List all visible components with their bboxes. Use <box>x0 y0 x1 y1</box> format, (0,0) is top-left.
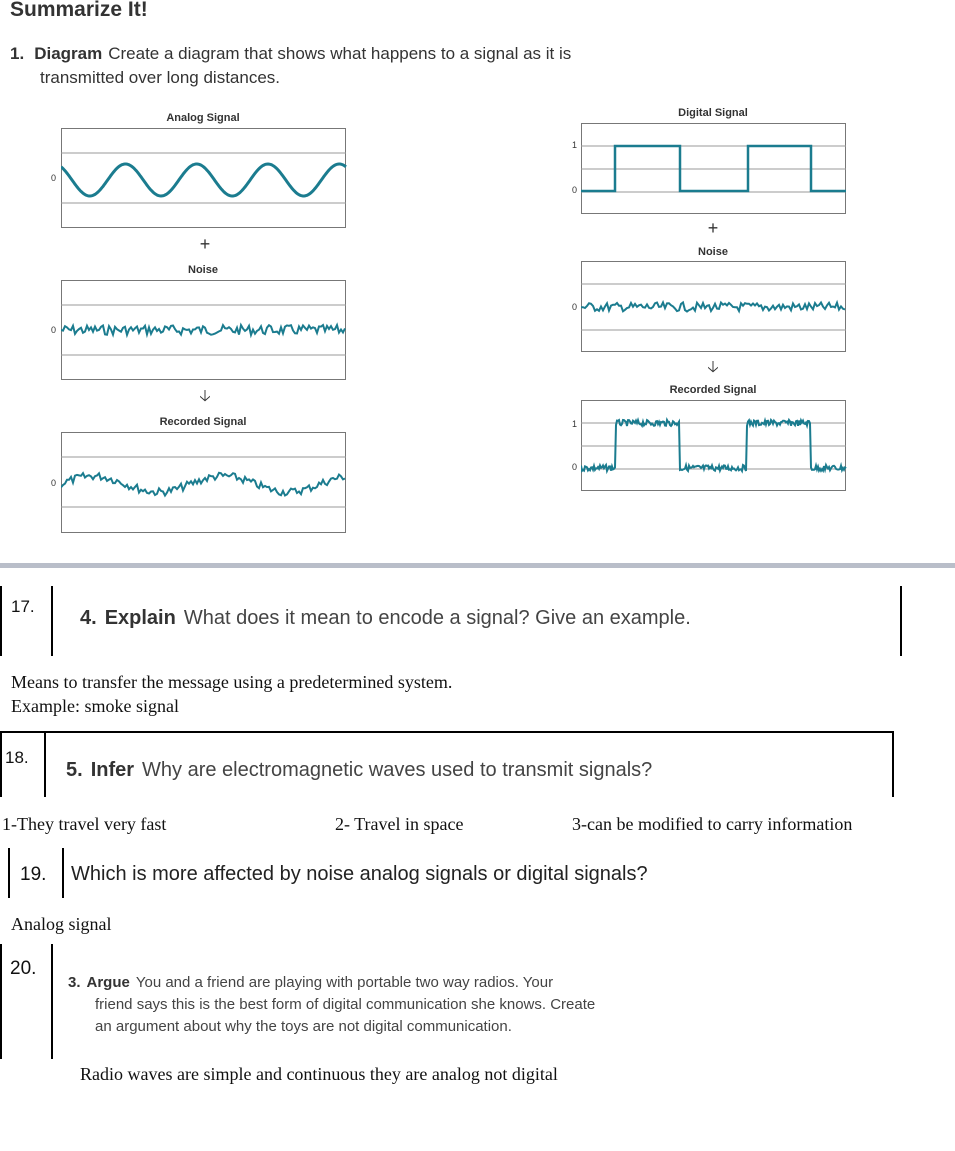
section-divider <box>0 563 955 568</box>
q20-keyword: Argue <box>86 974 130 991</box>
question-1-keyword: Diagram <box>34 44 103 63</box>
analog-plus-symbol: + <box>199 234 211 254</box>
analog-signal-title: Analog Signal <box>166 112 240 124</box>
q17-question <box>80 607 691 630</box>
q18-number: 18. <box>5 748 29 767</box>
q20-number-divider <box>51 944 53 1059</box>
q18-number-divider <box>44 731 46 797</box>
q17-left-border <box>0 586 2 656</box>
digital-signal-panel <box>581 123 847 215</box>
analog-noise-panel <box>61 280 347 381</box>
analog-recorded-label: Recorded Signal <box>159 416 247 428</box>
q18-keyword: Infer <box>90 759 135 781</box>
q17-answer-line1: Means to transfer the message using a predetermined system. <box>11 672 453 692</box>
page-title: Summarize It! <box>10 0 148 21</box>
q18-item-number: 5. <box>66 759 83 781</box>
q17-item-number: 4. <box>80 607 97 629</box>
q18-top-border <box>0 731 893 733</box>
digital-signal-title: Digital Signal <box>678 107 748 119</box>
digital-zero-tick: 0 <box>572 185 578 195</box>
q20-item-number: 3. <box>68 974 81 991</box>
q18-answer-part2: 2- Travel in space <box>335 814 464 834</box>
analog-recorded-panel <box>61 432 347 534</box>
question-1-number: 1. <box>10 44 25 63</box>
q20-text-line1: You and a friend are playing with portable two way radios. Your <box>135 974 554 991</box>
q20-left-border <box>0 944 2 1059</box>
q18-right-border <box>892 731 894 797</box>
q20-answer: Radio waves are simple and continuous they are analog not digital <box>80 1064 558 1084</box>
question-1-text-line1: Create a diagram that shows what happens to a signal as it is <box>108 44 572 63</box>
q17-keyword: Explain <box>104 607 176 629</box>
digital-recorded-panel <box>581 400 847 492</box>
q19-question: Which is more affected by noise analog signals or digital signals? <box>71 863 648 885</box>
digital-recorded-zero-tick: 0 <box>572 462 578 472</box>
question-1 <box>10 42 571 90</box>
digital-noise-zero-tick: 0 <box>572 302 578 312</box>
digital-plus-symbol: + <box>707 218 719 238</box>
digital-one-tick: 1 <box>572 140 578 150</box>
q20-question <box>68 972 595 1038</box>
q17-number-divider <box>51 586 53 656</box>
analog-noise-label: Noise <box>188 264 218 276</box>
q19-number-divider <box>62 848 64 898</box>
digital-noise-panel <box>581 261 847 353</box>
q20-text-line3: an argument about why the toys are not digital communication. <box>95 1018 512 1035</box>
q18-question <box>66 759 652 782</box>
digital-recorded-one-tick: 1 <box>572 419 578 429</box>
analog-recorded-zero-tick: 0 <box>51 478 57 488</box>
q18-left-border <box>0 731 2 797</box>
q17-number: 17. <box>11 597 35 616</box>
digital-noise-label: Noise <box>698 246 728 258</box>
analog-signal-panel <box>61 128 347 229</box>
q18-answer-part1: 1-They travel very fast <box>2 814 167 834</box>
digital-down-arrow-icon: 🡣 <box>707 359 719 376</box>
q17-right-border <box>900 586 902 656</box>
digital-recorded-label: Recorded Signal <box>669 384 757 396</box>
q17-text: What does it mean to encode a signal? Give an example. <box>183 607 691 629</box>
analog-noise-zero-tick: 0 <box>51 325 57 335</box>
q18-answer-part3: 3-can be modified to carry information <box>572 814 853 834</box>
q20-number: 20. <box>10 958 37 979</box>
q19-number: 19. <box>20 864 47 885</box>
q19-left-border <box>8 848 10 898</box>
q20-text-line2: friend says this is the best form of digital communication she knows. Create <box>95 996 596 1013</box>
analog-zero-tick: 0 <box>51 173 57 183</box>
q17-answer-line2: Example: smoke signal <box>11 696 179 716</box>
q18-text: Why are electromagnetic waves used to transmit signals? <box>142 759 653 781</box>
question-1-text-line2: transmitted over long distances. <box>40 68 281 87</box>
q19-answer: Analog signal <box>11 914 112 934</box>
analog-down-arrow-icon: 🡣 <box>199 388 211 405</box>
